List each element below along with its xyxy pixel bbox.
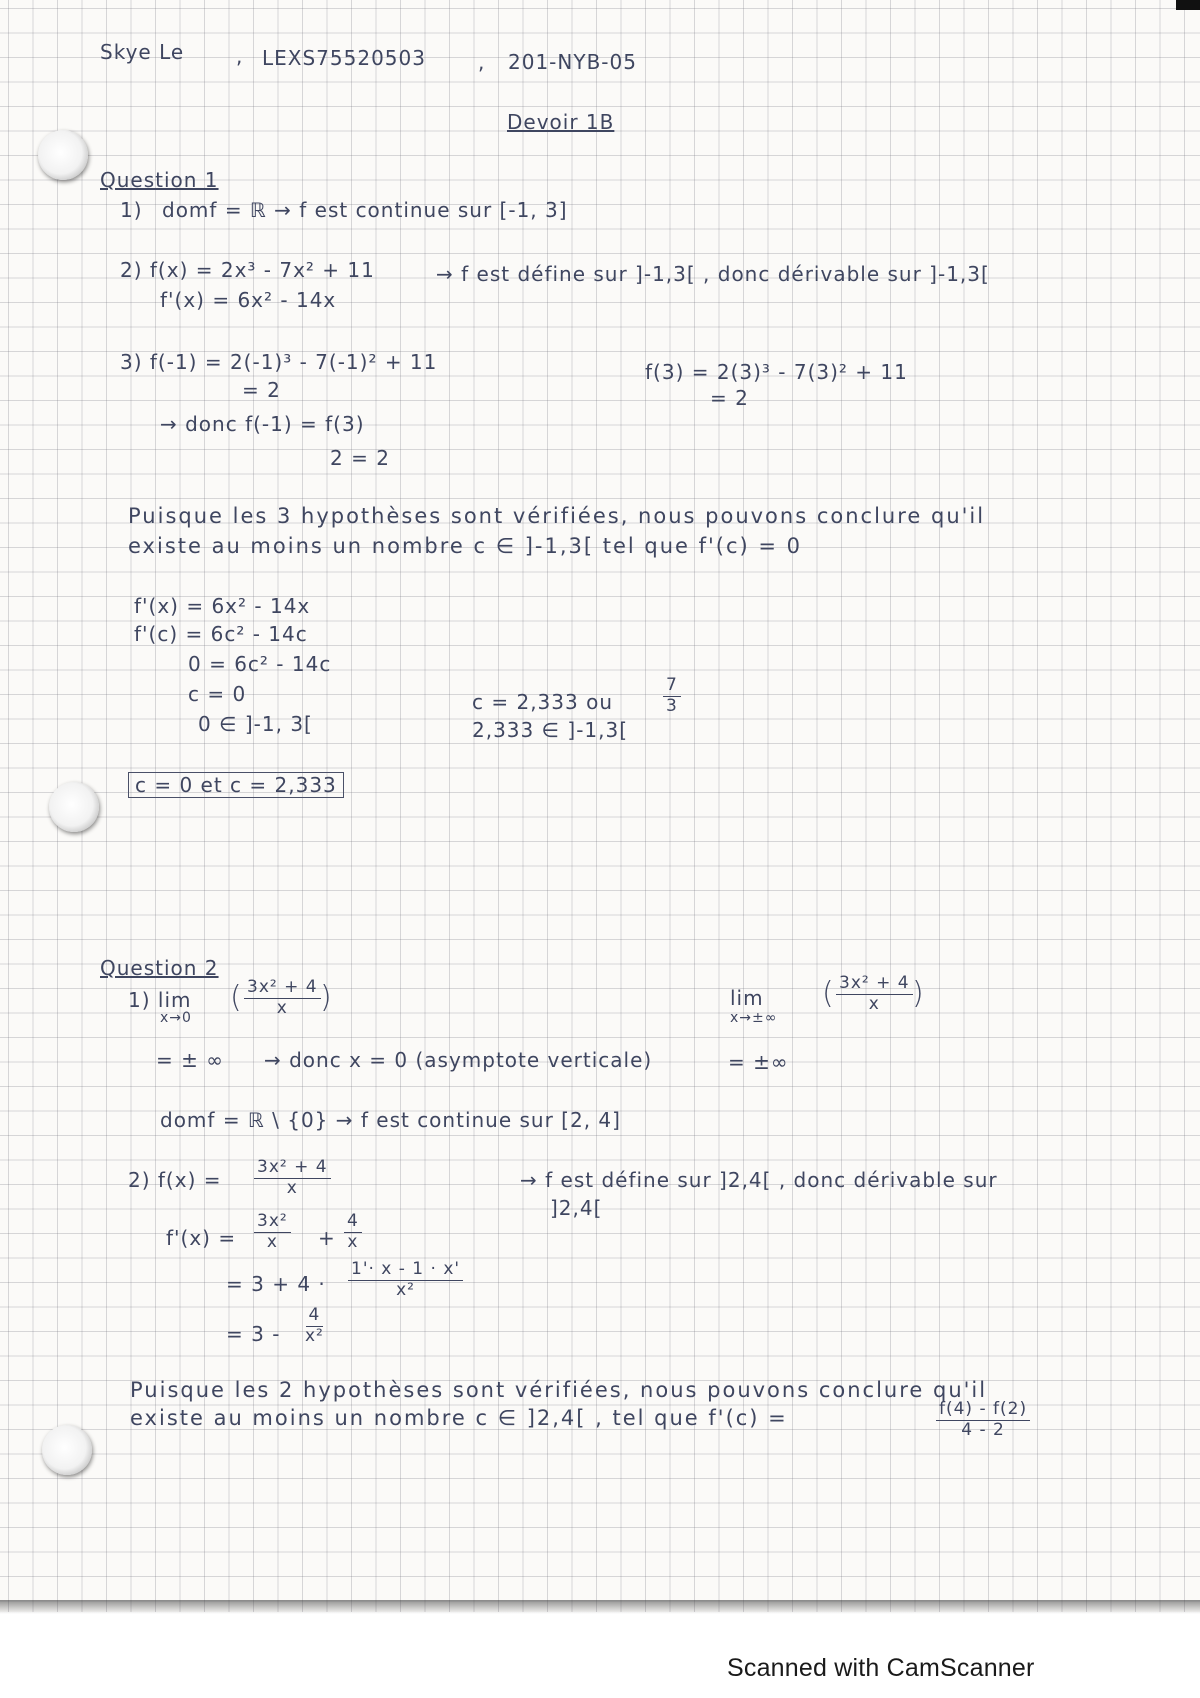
q1-calc-3: 0 = 6c² - 14c [188, 652, 332, 676]
q1-calc-2: f'(c) = 6c² - 14c [134, 622, 308, 646]
q1-calc-5: 0 ∈ ]-1, 3[ [198, 712, 313, 736]
q1-line-2-derivative: f'(x) = 6x² - 14x [160, 288, 337, 312]
q2-part-2-label: 2) f(x) = [128, 1168, 222, 1192]
q2-derivative-step-2: = 3 + 4 · [226, 1272, 326, 1296]
q2-derivative-label: f'(x) = [166, 1226, 237, 1250]
q1-calc-6: c = 2,333 ou [472, 690, 613, 714]
q2-limit-1-subscript: x→0 [160, 1010, 192, 1026]
q2-derivative-step-2-fraction: $\frac{1'\cdot x - 1 \cdot x'}{\text{x²}}$ [348, 1260, 463, 1300]
camscanner-watermark: Scanned with CamScanner [727, 1654, 1035, 1682]
q1-line-3-f-3-result: = 2 [710, 386, 749, 410]
q1-line-2-function: 2) f(x) = 2x³ - 7x² + 11 [120, 258, 375, 282]
q1-calc-1: f'(x) = 6x² - 14x [134, 594, 311, 618]
q2-derivative-step-3: = 3 - [226, 1322, 281, 1346]
q2-part-2-note-line-2: ]2,4[ [550, 1196, 603, 1220]
question-1-heading: Question 1 [100, 168, 219, 192]
q2-domain-line: domf = ℝ \ {0} → f est continue sur [2, 4] [160, 1108, 621, 1132]
binder-hole-middle [49, 782, 99, 832]
q2-part-2-note-line-1: → f est défine sur ]2,4[ , donc dérivable sur [520, 1168, 998, 1192]
q2-limit-1-label: 1) lim [128, 988, 192, 1012]
q2-limit-2-fraction: $\frac{\text{3x² + 4}}{x}$ [836, 974, 913, 1014]
student-id: LEXS75520503 [262, 46, 426, 70]
q1-calc-7: 2,333 ∈ ]-1,3[ [472, 718, 629, 742]
q2-conclusion-line-2: existe au moins un nombre c ∈ ]2,4[ , tel que f'(c) = [130, 1406, 788, 1430]
q2-limit-1-fraction: $\frac{\text{3x² + 4}}{x}$ [244, 978, 321, 1018]
q1-line-3-donc: → donc f(-1) = f(3) [160, 412, 365, 436]
q1-conclusion-line-2: existe au moins un nombre c ∈ ]-1,3[ tel que f'(c) = 0 [128, 534, 803, 558]
q1-conclusion-line-1: Puisque les 3 hypothèses sont vérifiées, nous pouvons conclure qu'il [128, 504, 986, 528]
q2-limit-1-note: → donc x = 0 (asymptote verticale) [264, 1048, 653, 1072]
binder-hole-top [38, 130, 88, 180]
q1-line-1-number: 1) [120, 198, 143, 222]
q1-line-3-equality: 2 = 2 [330, 446, 390, 470]
q2-derivative-step-3-fraction: $\frac{4}{\text{x²}}$ [305, 1305, 324, 1346]
q1-line-2-note: → f est défine sur ]-1,3[ , donc dérivable sur ]-1,3[ [436, 262, 990, 286]
paper-edge-shadow [0, 1600, 1200, 1614]
q1-line-3-f-3: f(3) = 2(3)³ - 7(3)² + 11 [645, 360, 908, 384]
q2-limit-2-result: = ±∞ [728, 1050, 789, 1074]
q2-limit-2-subscript: x→±∞ [730, 1010, 778, 1026]
q2-function-fraction: $\frac{\text{3x² + 4}}{x}$ [254, 1158, 331, 1198]
q2-derivative-fraction-2: $\frac{4}{x}$ [344, 1212, 362, 1252]
scan-corner-mark [1176, 0, 1200, 10]
q2-conclusion-line-1: Puisque les 2 hypothèses sont vérifiées, nous pouvons conclure qu'il [130, 1378, 988, 1402]
question-2-heading: Question 2 [100, 956, 219, 980]
q1-line-3-f-minus-1-result: = 2 [242, 378, 281, 402]
q1-line-1: domf = ℝ → f est continue sur [-1, 3] [162, 198, 568, 222]
q2-mean-value-fraction: $\frac{f(4) - f(2)}{4 - 2}$ [936, 1400, 1030, 1440]
q2-limit-2-label: lim [730, 986, 764, 1010]
q2-limit-1-result: = ± ∞ [156, 1048, 224, 1072]
q1-boxed-answer: c = 0 et c = 2,333 [128, 772, 344, 798]
binder-hole-bottom [42, 1425, 92, 1475]
q2-derivative-plus: + [318, 1226, 336, 1250]
q1-calc-4: c = 0 [188, 682, 247, 706]
q1-line-3-f-minus-1: 3) f(-1) = 2(-1)³ - 7(-1)² + 11 [120, 350, 438, 374]
student-name: Skye Le [100, 40, 185, 64]
document-title: Devoir 1B [507, 110, 615, 134]
q2-derivative-fraction-1: $\frac{\text{3x²}}{x}$ [254, 1212, 291, 1252]
q1-seven-thirds-fraction: $\frac{7}{3}$ [663, 676, 681, 716]
course-code: 201-NYB-05 [508, 50, 637, 74]
